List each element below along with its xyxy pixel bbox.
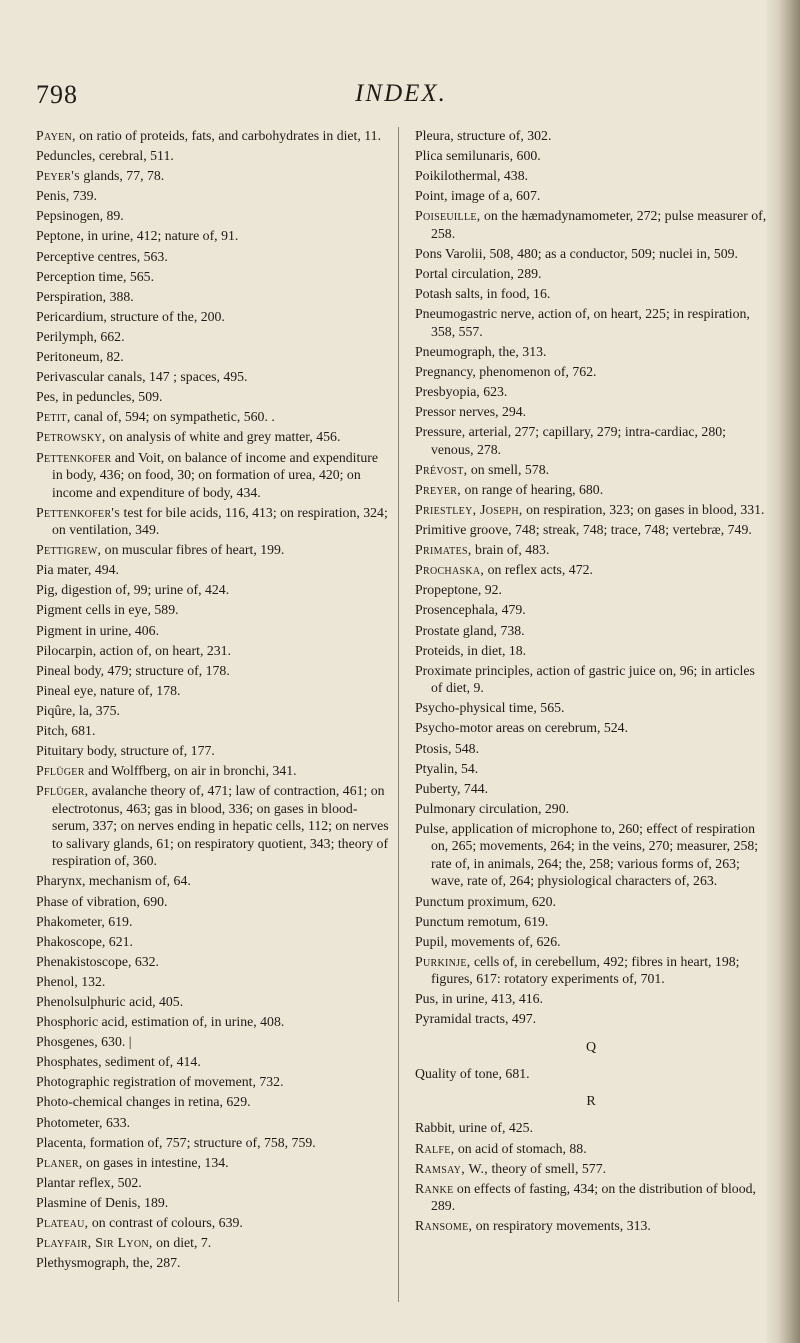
entry-text: Pia mater, 494.	[36, 562, 119, 578]
index-entry	[415, 953, 767, 988]
entry-text: Peritoneum, 82.	[36, 349, 124, 365]
index-entry	[415, 1217, 767, 1235]
index-entry	[415, 561, 767, 579]
index-entry	[36, 993, 392, 1011]
entry-text: Proteids, in diet, 18.	[415, 642, 527, 658]
index-entry	[36, 541, 392, 559]
entry-text: Psycho-motor areas on cerebrum, 524.	[415, 720, 629, 736]
index-entry	[36, 973, 392, 991]
entry-name: Plateau,	[36, 1215, 89, 1230]
index-entry	[36, 622, 392, 640]
entry-text: theory of smell, 577.	[488, 1160, 607, 1176]
index-entry	[36, 1053, 392, 1071]
entry-text: Plasmine of Denis, 189.	[36, 1194, 169, 1210]
index-entry	[415, 481, 767, 499]
index-entry	[36, 248, 392, 266]
entry-text: Pneumograph, the, 313.	[415, 343, 547, 359]
entry-text: Phosgenes, 630. |	[36, 1034, 132, 1050]
entry-name: Pettigrew,	[36, 542, 102, 558]
index-entry	[36, 1033, 392, 1051]
index-entry	[36, 1073, 392, 1091]
index-entry	[36, 1234, 392, 1252]
entry-text: on ratio of proteids, fats, and carbohydrates in diet, 11.	[75, 128, 382, 143]
index-entry	[415, 893, 767, 911]
entry-text: Pepsinogen, 89.	[36, 208, 124, 224]
index-entry	[415, 265, 767, 283]
index-entry	[36, 893, 392, 911]
index-entry	[415, 1010, 767, 1028]
entry-name: Pflüger	[36, 763, 85, 779]
entry-text: brain of, 483.	[471, 542, 550, 558]
index-entry	[36, 428, 392, 446]
entry-name: Planer,	[36, 1154, 83, 1170]
entry-text: Puberty, 744.	[415, 780, 489, 796]
index-entry	[415, 1160, 767, 1178]
index-entry	[415, 305, 767, 340]
entry-text: on contrast of colours, 639.	[88, 1215, 243, 1230]
entry-name: Peyer's	[36, 168, 80, 184]
index-entry	[415, 990, 767, 1008]
index-entry	[415, 521, 767, 539]
column-divider	[398, 127, 399, 1302]
entry-text: Pus, in urine, 413, 416.	[415, 991, 544, 1007]
index-entry	[415, 501, 767, 519]
index-entry	[36, 268, 392, 286]
entry-text: Pressure, arterial, 277; capillary, 279; intra-cardiac, 280; venous, 278.	[415, 424, 726, 457]
entry-text: Pineal eye, nature of, 178.	[36, 682, 181, 698]
entry-text: Rabbit, urine of, 425.	[415, 1120, 534, 1136]
index-entry	[415, 1065, 767, 1083]
entry-text: Phenakistoscope, 632.	[36, 953, 160, 969]
running-title: INDEX.	[355, 80, 447, 107]
index-entry	[36, 782, 392, 870]
index-entry	[415, 699, 767, 717]
index-entry	[36, 601, 392, 619]
entry-text: Penis, 739.	[36, 188, 97, 204]
entry-text: Phakoscope, 621.	[36, 933, 133, 949]
entry-text: Proximate principles, action of gastric juice on, 96; in articles of diet, 9.	[415, 662, 755, 696]
index-entry	[415, 187, 767, 205]
entry-name: Payen,	[36, 128, 76, 143]
index-entry	[36, 742, 392, 760]
entry-name: Ramsay, W.,	[415, 1160, 489, 1176]
entry-name: Purkinje,	[415, 953, 471, 969]
index-entry	[415, 147, 767, 165]
entry-text: glands, 77, 78.	[79, 168, 165, 184]
entry-text: Phosphoric acid, estimation of, in urine, 408.	[36, 1014, 285, 1030]
index-entry	[36, 642, 392, 660]
entry-text: Pharynx, mechanism of, 64.	[36, 873, 191, 889]
index-entry	[36, 662, 392, 680]
entry-text: Pregnancy, phenomenon of, 762.	[415, 363, 597, 379]
entry-text: Potash salts, in food, 16.	[415, 286, 551, 302]
index-entry	[415, 383, 767, 401]
entry-text: Pituitary body, structure of, 177.	[36, 743, 215, 759]
entry-text: Placenta, formation of, 757; structure of, 758, 759.	[36, 1134, 316, 1150]
entry-text: Phenolsulphuric acid, 405.	[36, 993, 184, 1009]
entry-text: on range of hearing, 680.	[461, 481, 604, 497]
entry-text: Pupil, movements of, 626.	[415, 933, 561, 949]
entry-text: Prostate gland, 738.	[415, 622, 525, 638]
entry-text: Plantar reflex, 502.	[36, 1174, 142, 1190]
entry-text: Presbyopia, 623.	[415, 384, 508, 400]
index-entry	[415, 601, 767, 619]
index-entry	[36, 581, 392, 599]
section-letter: R	[586, 1094, 596, 1110]
index-entry	[415, 933, 767, 951]
entry-text: on gases in intestine, 134.	[82, 1154, 229, 1170]
entry-name: Poiseuille,	[415, 208, 481, 224]
index-entry	[415, 245, 767, 263]
entry-name: Preyer,	[415, 481, 462, 497]
entry-text: on diet, 7.	[152, 1235, 212, 1251]
entry-text: Punctum proximum, 620.	[415, 893, 557, 909]
entry-name: Playfair, Sir Lyon,	[36, 1235, 153, 1251]
index-entry	[36, 872, 392, 890]
entry-text: Pig, digestion of, 99; urine of, 424.	[36, 582, 230, 598]
entry-name: Ransome,	[415, 1218, 473, 1234]
entry-text: on acid of stomach, 88.	[454, 1140, 587, 1156]
entry-text: Portal circulation, 289.	[415, 266, 542, 282]
entry-text: Photo-chemical changes in retina, 629.	[36, 1094, 251, 1110]
index-entry	[415, 167, 767, 185]
entry-text: on analysis of white and grey matter, 456.	[105, 429, 341, 445]
index-entry	[36, 561, 392, 579]
index-entry	[415, 423, 767, 458]
index-column-right	[415, 127, 767, 1237]
index-entry	[36, 328, 392, 346]
index-entry	[415, 642, 767, 660]
entry-text: Pilocarpin, action of, on heart, 231.	[36, 642, 232, 658]
index-entry	[36, 207, 392, 225]
entry-text: Perspiration, 388.	[36, 288, 134, 304]
entry-text: Pyramidal tracts, 497.	[415, 1011, 537, 1027]
index-entry	[36, 504, 392, 539]
entry-text: Ptosis, 548.	[415, 740, 480, 756]
index-entry	[36, 1093, 392, 1111]
entry-text: Poikilothermal, 438.	[415, 168, 529, 184]
entry-name: Pflüger,	[36, 783, 89, 799]
entry-text: Pineal body, 479; structure of, 178.	[36, 662, 230, 678]
entry-text: Psycho-physical time, 565.	[415, 700, 565, 716]
entry-name: Prochaska,	[415, 562, 485, 578]
index-entry	[36, 368, 392, 386]
index-entry	[36, 933, 392, 951]
index-entry	[36, 408, 392, 426]
entry-text: Plethysmograph, the, 287.	[36, 1255, 181, 1271]
index-entry	[415, 780, 767, 798]
entry-text: Pitch, 681.	[36, 723, 96, 739]
entry-text: Photographic registration of movement, 732.	[36, 1074, 284, 1090]
index-entry	[36, 702, 392, 720]
index-entry	[415, 820, 767, 890]
entry-text: Pericardium, structure of the, 200.	[36, 308, 225, 324]
entry-text: Perception time, 565.	[36, 268, 155, 284]
index-entry	[36, 722, 392, 740]
index-entry	[36, 1013, 392, 1031]
index-entry	[415, 581, 767, 599]
index-entry	[415, 363, 767, 381]
entry-text: Phosphates, sediment of, 414.	[36, 1054, 201, 1070]
entry-text: on the hæmadynamometer, 272; pulse measurer of, 258.	[431, 208, 767, 241]
entry-text: Peptone, in urine, 412; nature of, 91.	[36, 228, 239, 244]
entry-text: Pressor nerves, 294.	[415, 404, 527, 420]
index-entry	[415, 1119, 767, 1137]
entry-text: on effects of fasting, 434; on the distribution of blood, 289.	[431, 1180, 756, 1214]
entry-text: Perceptive centres, 563.	[36, 248, 168, 264]
entry-name: Ranke	[415, 1180, 454, 1196]
index-entry	[415, 343, 767, 361]
entry-text: Perivascular canals, 147 ; spaces, 495.	[36, 369, 248, 385]
entry-text: Pulse, application of microphone to, 260; effect of respiration on, 265; movements, 264; in the veins, 270; measurer, 258; rate of, in animals, 264; the, 258; various forms of, 263; wave, rate of, 264; physiological characters of, 263.	[415, 820, 759, 889]
entry-text: Quality of tone, 681.	[415, 1065, 530, 1081]
entry-name: Pettenkofer's	[36, 504, 121, 520]
entry-text: Pigment in urine, 406.	[36, 622, 160, 638]
entry-text: Pulmonary circulation, 290.	[415, 800, 570, 816]
index-entry	[415, 461, 767, 479]
index-entry	[415, 207, 767, 242]
index-entry	[415, 541, 767, 559]
entry-text: Piqûre, la, 375.	[36, 702, 120, 718]
page-number: 798	[36, 80, 78, 109]
entry-text: Pes, in peduncles, 509.	[36, 389, 163, 405]
entry-text: Prosencephala, 479.	[415, 602, 526, 618]
entry-text: Propeptone, 92.	[415, 582, 502, 598]
entry-name: Pettenkofer	[36, 449, 112, 465]
entry-text: on reflex acts, 472.	[484, 562, 593, 578]
entry-name: Priestley, Joseph,	[415, 502, 523, 517]
index-entry	[36, 288, 392, 306]
index-entry	[415, 127, 767, 145]
section-letter: Q	[585, 1039, 597, 1055]
entry-text: Point, image of a, 607.	[415, 188, 541, 204]
entry-text: canal of, 594; on sympathetic, 560. .	[70, 409, 275, 425]
entry-text: test for bile acids, 116, 413; on respiration, 324; on ventilation, 349.	[52, 504, 388, 538]
entry-text: Ptyalin, 54.	[415, 760, 479, 776]
index-entry	[36, 1194, 392, 1212]
entry-text: cells of, in cerebellum, 492; fibres in heart, 198; figures, 617: rotatory experiments of, 701.	[431, 953, 740, 987]
index-entry	[415, 760, 767, 778]
index-entry	[415, 1180, 767, 1215]
index-entry	[415, 1140, 767, 1158]
entry-text: and Voit, on balance of income and expenditure in body, 436; on food, 30; on formation of urea, 420; on income and expenditure of body, 434.	[52, 449, 378, 500]
index-entry	[36, 227, 392, 245]
index-entry	[415, 740, 767, 758]
index-entry	[36, 682, 392, 700]
entry-text: and Wolffberg, on air in bronchi, 341.	[84, 763, 297, 779]
index-entry	[36, 388, 392, 406]
index-entry	[36, 1114, 392, 1132]
entry-text: Phenol, 132.	[36, 973, 106, 989]
entry-name: Ralfe,	[415, 1140, 455, 1156]
entry-text: avalanche theory of, 471; law of contraction, 461; on electrotonus, 463; gas in blood, 336; on gases in blood-serum, 337; on nerves ending in hepatic cells, 112; on nerves to salivary glands, 61; on respiratory quotient, 343; theory of respiration of, 360.	[52, 783, 389, 869]
entry-text: Phase of vibration, 690.	[36, 893, 168, 909]
entry-text: Plica semilunaris, 600.	[415, 148, 541, 164]
index-entry	[415, 622, 767, 640]
index-entry	[415, 719, 767, 737]
index-entry	[36, 953, 392, 971]
index-entry	[415, 285, 767, 303]
entry-text: on respiratory movements, 313.	[472, 1218, 651, 1234]
index-entry	[415, 403, 767, 421]
entry-text: Peduncles, cerebral, 511.	[36, 148, 174, 164]
index-entry	[36, 167, 392, 185]
index-entry	[415, 800, 767, 818]
entry-text: on muscular fibres of heart, 199.	[101, 542, 285, 558]
entry-text: Pons Varolii, 508, 480; as a conductor, 509; nuclei in, 509.	[415, 245, 739, 261]
entry-text: Pleura, structure of, 302.	[415, 128, 552, 143]
page-edge-shadow	[766, 0, 800, 1343]
entry-text: Photometer, 633.	[36, 1114, 131, 1130]
entry-text: on respiration, 323; on gases in blood, 331.	[522, 502, 765, 517]
index-entry	[36, 1174, 392, 1192]
index-entry	[415, 913, 767, 931]
index-entry	[36, 1254, 392, 1272]
index-entry	[36, 308, 392, 326]
index-entry	[36, 762, 392, 780]
index-entry	[36, 449, 392, 502]
index-entry	[36, 147, 392, 165]
entry-text: on smell, 578.	[467, 461, 550, 477]
index-entry	[36, 348, 392, 366]
entry-text: Perilymph, 662.	[36, 328, 125, 344]
entry-name: Petit,	[36, 409, 71, 425]
entry-text: Pigment cells in eye, 589.	[36, 602, 179, 618]
index-entry	[36, 1134, 392, 1152]
entry-text: Pneumogastric nerve, action of, on heart, 225; in respiration, 358, 557.	[415, 306, 750, 339]
index-entry	[36, 127, 392, 145]
entry-name: Petrowsky,	[36, 429, 106, 445]
entry-name: Prévost,	[415, 461, 468, 477]
index-column-left	[36, 127, 392, 1274]
index-entry	[36, 913, 392, 931]
index-entry	[36, 1154, 392, 1172]
page-header	[36, 80, 766, 110]
index-entry	[36, 1214, 392, 1232]
entry-text: Phakometer, 619.	[36, 913, 133, 929]
entry-text: Punctum remotum, 619.	[415, 913, 549, 929]
index-entry	[415, 662, 767, 697]
entry-name: Primates,	[415, 542, 472, 558]
index-entry	[36, 187, 392, 205]
entry-text: Primitive groove, 748; streak, 748; trace, 748; vertebræ, 749.	[415, 522, 752, 538]
